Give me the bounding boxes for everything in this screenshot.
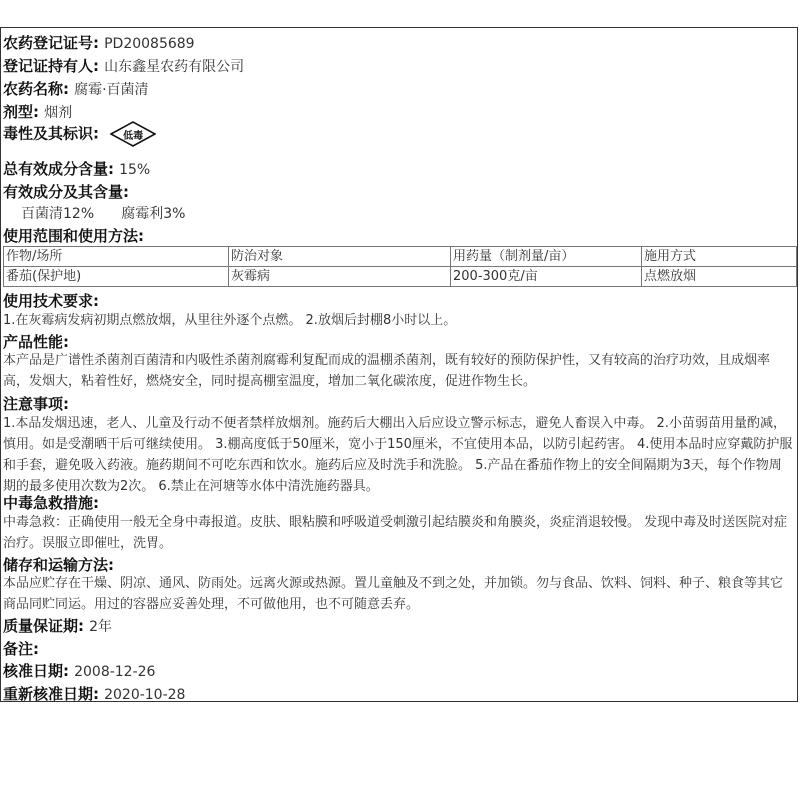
precautions-text: 1.本品发烟迅速，老人、儿童及行动不便者禁样放烟剂。施药后大棚出入后应设立警示标志，避免人畜误入中毒。 2.小苗弱苗用量酌减，慎用。如是受潮晒干后可继续使用。 3.棚高度低于50厘米，宽小于150厘米，不宜使用本品，以防引起药害。 4.使用本品时应穿戴防护服和手套，避免吸入药液。施药期间不可吃东西和饮水。施药后应及时洗手和洗脸。 5.产品在番茄作物上的安全间隔期为3天，每个作物周期的最多使用次数为2次。 6.禁止在河塘等水体中清洗施药器具。 <box>3 416 793 494</box>
total-content-label: 总有效成分含量: <box>3 160 114 178</box>
pesticide-label-document <box>0 27 798 702</box>
total-content-value: 15% <box>119 162 151 178</box>
usage-cell: 点燃放烟 <box>642 267 797 287</box>
name-label: 农药名称: <box>3 80 69 98</box>
technique-text: 1.在灰霉病发病初期点燃放烟，从里往外逐个点燃。 2.放烟后封棚8小时以上。 <box>3 313 457 328</box>
precautions-heading <box>3 393 795 414</box>
shelf-life-row <box>3 615 795 636</box>
registration-row <box>3 32 795 53</box>
toxicity-badge-text: 低毒 <box>123 131 144 142</box>
name-value: 腐霉·百菌清 <box>74 82 149 98</box>
approval-date-row <box>3 660 795 681</box>
approval-date-label: 核准日期: <box>3 662 69 680</box>
first-aid-label: 中毒急救措施: <box>3 494 99 512</box>
performance-label: 产品性能: <box>3 333 69 351</box>
usage-table-header <box>4 247 797 267</box>
usage-cell: 番茄(保护地) <box>4 267 229 287</box>
usage-table <box>3 246 797 287</box>
formulation-value: 烟剂 <box>44 105 73 121</box>
ingredient-item: 腐霉利3% <box>121 206 186 222</box>
ingredients-row <box>3 181 795 202</box>
total-content-row <box>3 158 795 179</box>
performance-text: 本产品是广谱性杀菌剂百菌清和内吸性杀菌剂腐霉利复配而成的温棚杀菌剂，既有较好的预防保护性，又有较高的治疗功效，且成烟率高，发烟大，粘着性好，燃烧安全，同时提高棚室温度，增加二氧化碳浓度，促进作物生长。 <box>3 353 771 389</box>
shelf-life-value: 2年 <box>89 619 113 635</box>
toxicity-row <box>3 121 795 147</box>
formulation-label: 剂型: <box>3 103 39 121</box>
shelf-life-label: 质量保证期: <box>3 617 84 635</box>
name-row <box>3 78 795 99</box>
approval-date-value: 2008-12-26 <box>74 664 156 680</box>
first-aid-text: 中毒急救：正确使用一般无全身中毒报道。皮肤、眼粘膜和呼吸道受刺激引起结膜炎和角膜炎，炎症消退较慢。 发现中毒及时送医院对症治疗。误服立即催吐，洗胃。 <box>3 515 788 551</box>
usage-cell: 灰霉病 <box>229 267 451 287</box>
ingredients-label: 有效成分及其含量: <box>3 183 129 201</box>
ingredient-item: 百菌清12% <box>21 206 95 222</box>
usage-header-cell: 作物/场所 <box>4 247 229 267</box>
formulation-row <box>3 101 795 122</box>
usage-header-cell: 用药量（制剂量/亩） <box>451 247 642 267</box>
holder-label: 登记证持有人: <box>3 57 99 75</box>
storage-heading <box>3 554 795 575</box>
reapproval-date-row <box>3 683 795 704</box>
performance-heading <box>3 331 795 352</box>
technique-label: 使用技术要求: <box>3 292 99 310</box>
holder-row <box>3 55 795 76</box>
usage-label: 使用范围和使用方法: <box>3 227 144 245</box>
holder-value: 山东鑫星农药有限公司 <box>104 59 245 75</box>
reapproval-date-label: 重新核准日期: <box>3 685 99 703</box>
storage-text: 本品应贮存在干燥、阴凉、通风、防雨处。远离火源或热源。置儿童触及不到之处，并加锁。勿与食品、饮料、饲料、种子、粮食等其它商品同贮同运。用过的容器应妥善处理，不可做他用，也不可随意丢弃。 <box>3 576 784 612</box>
registration-label: 农药登记证号: <box>3 34 99 52</box>
first-aid-heading <box>3 492 795 513</box>
table-row <box>4 267 797 287</box>
storage-label: 储存和运输方法: <box>3 556 114 574</box>
registration-value: PD20085689 <box>104 36 195 52</box>
remarks-label: 备注: <box>3 640 39 658</box>
ingredients-list <box>21 203 795 223</box>
remarks-row <box>3 638 795 659</box>
usage-header-cell: 施用方式 <box>642 247 797 267</box>
technique-heading <box>3 290 795 311</box>
usage-cell: 200-300克/亩 <box>451 267 642 287</box>
low-toxicity-diamond-icon <box>110 121 156 147</box>
toxicity-label: 毒性及其标识: <box>3 124 99 143</box>
reapproval-date-value: 2020-10-28 <box>104 687 186 703</box>
usage-header-cell: 防治对象 <box>229 247 451 267</box>
usage-row <box>3 225 795 246</box>
precautions-label: 注意事项: <box>3 395 69 413</box>
